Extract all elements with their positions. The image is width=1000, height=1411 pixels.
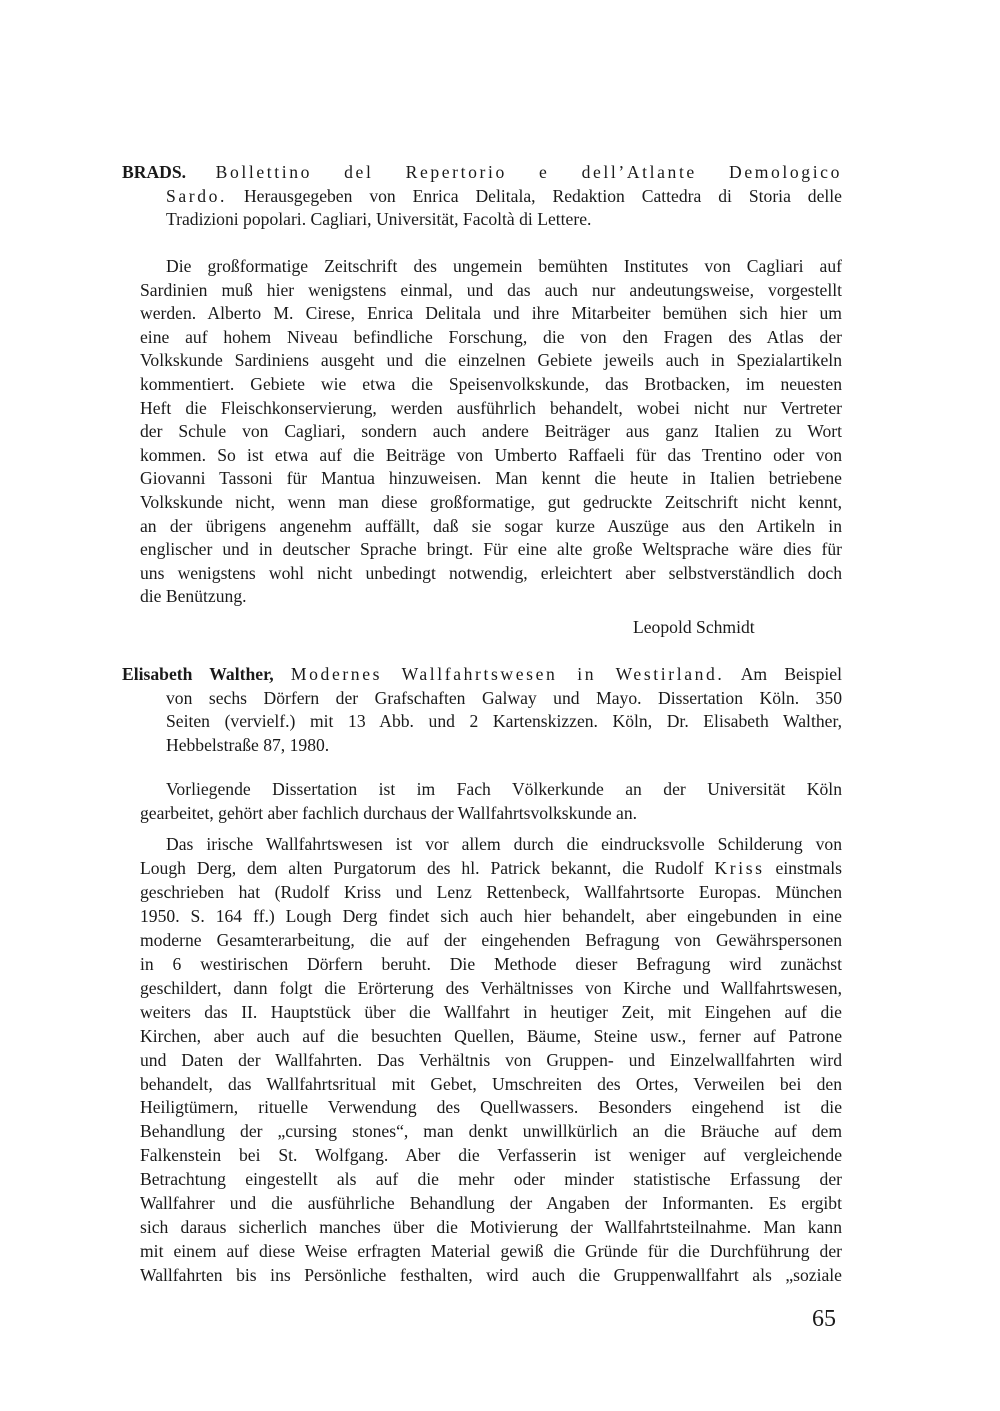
walther-review-paragraph-2-line: 1950. S. 164 ff.) Lough Derg findet sich auch hier behandelt, aber eingebunden in eine [140, 906, 842, 926]
walther-review-paragraph-2-line: Wallfahrten bis ins Persönliche festhalten, wird auch die Gruppenwallfahrt als „soziale [140, 1265, 842, 1285]
brads-review-paragraph-line: Giovanni Tassoni für Mantua hinzuweisen. Man kennt die heute in Italien betriebene [140, 468, 842, 488]
walther-review-paragraph-1-line: gearbeitet, gehört aber fachlich durchaus der Wallfahrtsvolkskunde an. [140, 803, 638, 823]
text-segment: Bollettino del Repertorio e dell’Atlante Demologico [215, 162, 842, 182]
brads-review-paragraph-line: eine auf hohem Niveau befindliche Forschung, die von den Fragen des Atlas der [140, 327, 842, 347]
walther-review-paragraph-2-line: Heiligtümern, rituelle Verwendung des Quellwassers. Besonders eingehend ist die [140, 1097, 842, 1117]
page-number: 65 [812, 1306, 836, 1332]
walther-review-paragraph-2-line [166, 833, 842, 855]
walther-entry-heading-line [166, 734, 842, 756]
brads-review-paragraph-line: kommen. So ist etwa auf die Beiträge von Umberto Raffaeli für das Trentino oder von [140, 445, 842, 465]
text-segment: Seiten (vervielf.) mit 13 Abb. und 2 Kartenskizzen. Köln, Dr. Elisabeth Walther, [166, 711, 842, 731]
walther-review-paragraph-2-line: weiters das II. Hauptstück über die Wallfahrt in heutiger Zeit, mit Eingehen auf die [140, 1002, 842, 1022]
brads-review-paragraph-line: Heft die Fleischkonservierung, werden ausführlich behandelt, wobei nicht nur Vertreter [140, 398, 842, 418]
text-segment: Am Beispiel [724, 664, 842, 684]
text-segment: Tradizioni popolari. Cagliari, Universität, Facoltà di Lettere. [166, 209, 592, 229]
walther-review-paragraph-2-line: behandelt, das Wallfahrtsritual mit Gebet, Umschreiten des Ortes, Verweilen bei den [140, 1074, 842, 1094]
text-segment: Elisabeth Walther, [122, 664, 291, 684]
walther-entry-heading-line [166, 710, 842, 732]
walther-review-paragraph-2-line: Betrachtung eingestellt als auf die mehr oder minder statistische Erfassung der [140, 1169, 842, 1189]
brads-review-paragraph-line: der Schule von Cagliari, sondern auch andere Beiträger aus ganz Italien zu Wort [140, 421, 842, 441]
walther-review-paragraph-2-line: Kirchen, aber auch auf die besuchten Quellen, Bäume, Steine usw., ferner auf Patrone [140, 1026, 842, 1046]
brads-review-paragraph-line: Volkskunde Sardiniens ausgeht und die einzelnen Gebiete jeweils auch in Spezialartikeln [140, 350, 842, 370]
brads-review-paragraph-line: an der übrigens angenehm auffällt, daß sie sogar kurze Auszüge aus den Artikeln in [140, 516, 842, 536]
brads-review-paragraph-line: Die großformatige Zeitschrift des ungemein bemühten Institutes von Cagliari auf [166, 256, 842, 276]
walther-review-paragraph-2-line: Wallfahrer und die ausführliche Behandlung der Angaben der Informanten. Es ergibt [140, 1193, 842, 1213]
text-segment: Herausgegeben von Enrica Delitala, Redaktion Cattedra di Storia delle [227, 186, 842, 206]
text-segment: Hebbelstraße 87, 1980. [166, 735, 330, 755]
brads-review-paragraph-line: englischer und in deutscher Sprache bringt. Für eine alte große Weltsprache wäre dies für [140, 539, 842, 559]
walther-review-paragraph-2-line: geschildert, dann folgt die Erörterung des Verhältnisses von Kirche und Wallfahrtswesen, [140, 978, 842, 998]
brads-entry-heading-line [122, 161, 842, 183]
brads-entry-heading-line [166, 208, 842, 230]
brads-entry-heading-line [166, 185, 842, 207]
walther-review-paragraph-2-line: geschrieben hat (Rudolf Kriss und Lenz Rettenbeck, Wallfahrtsorte Europas. München [140, 882, 842, 902]
text-segment: Modernes Wallfahrtswesen in Westirland. [290, 664, 725, 684]
brads-review-paragraph-line: werden. Alberto M. Cirese, Enrica Delitala und ihre Mitarbeiter bemühen sich hier um [140, 303, 842, 323]
text-segment: Kriss [714, 858, 765, 878]
walther-review-paragraph-2-line: Falkenstein bei St. Wolfgang. Aber die Verfasserin ist weniger auf vergleichende [140, 1145, 842, 1165]
text-segment: Sardo. [166, 186, 228, 206]
walther-review-paragraph-2-line: moderne Gesamterarbeitung, die auf der eingehenden Befragung von Gewährspersonen [140, 930, 842, 950]
text-segment: einstmals [764, 858, 842, 878]
reviewer-signature [633, 617, 755, 638]
text-segment: BRADS. [122, 162, 216, 182]
walther-review-paragraph-2-line: und Daten der Wallfahrten. Das Verhältnis von Gruppen- und Einzelwallfahrten wird [140, 1050, 842, 1070]
walther-review-paragraph-2-line: in 6 westirischen Dörfern beruht. Die Methode dieser Befragung wird zunächst [140, 954, 842, 974]
text-segment: Das irische Wallfahrtswesen ist vor allem durch die eindrucksvolle Schilderung von [166, 834, 842, 854]
walther-review-paragraph-2-line [140, 857, 842, 879]
text-segment: Lough Derg, dem alten Purgatorum des hl. Patrick bekannt, die Rudolf [140, 858, 715, 878]
walther-entry-heading-line [122, 663, 842, 685]
brads-review-paragraph-line: uns wenigstens wohl nicht unbedingt notwendig, erleichtert aber selbstverständlich doch [140, 563, 842, 583]
walther-review-paragraph-2-line: Behandlung der „cursing stones“, man denkt unwillkürlich an die Bräuche auf dem [140, 1121, 842, 1141]
signature-first: Leopold Schmidt [633, 617, 755, 637]
brads-review-paragraph-line: kommentiert. Gebiete wie etwa die Speisenvolkskunde, das Brotbacken, im neuesten [140, 374, 842, 394]
walther-review-paragraph-2-line: sich daraus sicherlich manches über die Motivierung der Wallfahrtsteilnahme. Man kann [140, 1217, 842, 1237]
brads-review-paragraph-line: die Benützung. [140, 586, 247, 606]
brads-review-paragraph-line: Sardinien muß hier wenigstens einmal, und das auch nur andeutungsweise, vorgestellt [140, 280, 842, 300]
walther-review-paragraph-2-line: mit einem auf diese Weise erfragten Material gewiß die Gründe für die Durchführung der [140, 1241, 842, 1261]
walther-review-paragraph-1-line: Vorliegende Dissertation ist im Fach Völkerkunde an der Universität Köln [166, 779, 842, 799]
walther-entry-heading-line [166, 687, 842, 709]
brads-review-paragraph-line: Volkskunde nicht, wenn man diese großformatige, gut gedruckte Zeitschrift nicht kennt, [140, 492, 842, 512]
text-segment: von sechs Dörfern der Grafschaften Galway und Mayo. Dissertation Köln. 350 [166, 688, 842, 708]
